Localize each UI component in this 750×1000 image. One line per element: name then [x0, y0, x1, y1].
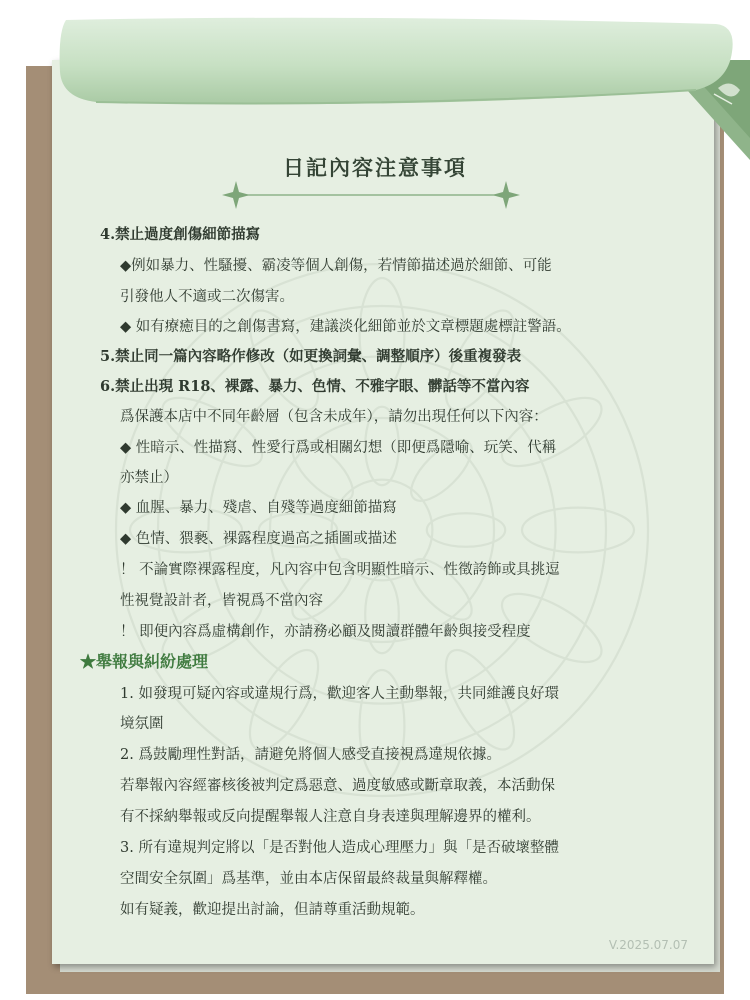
section-4-line: ◆ 如有療癒目的之創傷書寫，建議淡化細節並於文章標題處標註警語。	[120, 319, 571, 335]
report-line: 1. 如發現可疑內容或違規行爲，歡迎客人主動舉報，共同維護良好環	[120, 686, 559, 702]
report-line: 如有疑義，歡迎提出討論，但請尊重活動規範。	[120, 902, 425, 918]
section-6-line: ◆ 血腥、暴力、殘虐、自殘等過度細節描寫	[120, 500, 397, 516]
section-6-line: ！ 不論實際裸露程度，凡內容中包含明顯性暗示、性徵誇飾或具挑逗	[120, 562, 560, 578]
report-line: 2. 爲鼓勵理性對話，請避免將個人感受直接視爲違規依據。	[120, 747, 501, 763]
report-line: 若舉報內容經審核後被判定爲惡意、過度敏感或斷章取義，本活動保	[120, 778, 555, 794]
section-6-line: ！ 即便內容爲虛構創作，亦請務必顧及閱讀群體年齡與接受程度	[120, 624, 531, 640]
section-4-line: 引發他人不適或二次傷害。	[120, 289, 294, 305]
section-5-heading: 5.禁止同一篇內容略作修改（如更換詞彙、調整順序）後重複發表	[100, 348, 522, 365]
report-line: 境氛圍	[120, 716, 164, 732]
section-6-line: 亦禁止）	[120, 470, 178, 486]
section-4-line: ◆例如暴力、性騷擾、霸凌等個人創傷，若情節描述過於細節、可能	[120, 258, 552, 274]
section-6-line: 爲保護本店中不同年齡層（包含未成年），請勿出現任何以下內容：	[120, 409, 548, 425]
section-6-heading: 6.禁止出現 R18、裸露、暴力、色情、不雅字眼、髒話等不當內容	[100, 378, 530, 395]
page-title: 日記內容注意事項	[283, 155, 467, 180]
report-line: 有不採納舉報或反向提醒舉報人注意自身表達與理解邊界的權利。	[120, 809, 541, 825]
version-label: V.2025.07.07	[608, 938, 688, 952]
report-line: 3. 所有違規判定將以「是否對他人造成心理壓力」與「是否破壞整體	[120, 840, 559, 856]
report-heading: ★舉報與糾紛處理	[80, 652, 209, 671]
section-4-heading: 4.禁止過度創傷細節描寫	[100, 226, 261, 243]
section-6-line: ◆ 性暗示、性描寫、性愛行爲或相關幻想（即便爲隱喻、玩笑、代稱	[120, 440, 557, 456]
section-6-line: 性視覺設計者，皆視爲不當內容	[120, 593, 323, 609]
report-line: 空間安全氛圍」爲基準，並由本店保留最終裁量與解釋權。	[120, 871, 497, 887]
section-6-line: ◆ 色情、猥褻、裸露程度過高之插圖或描述	[120, 531, 397, 547]
